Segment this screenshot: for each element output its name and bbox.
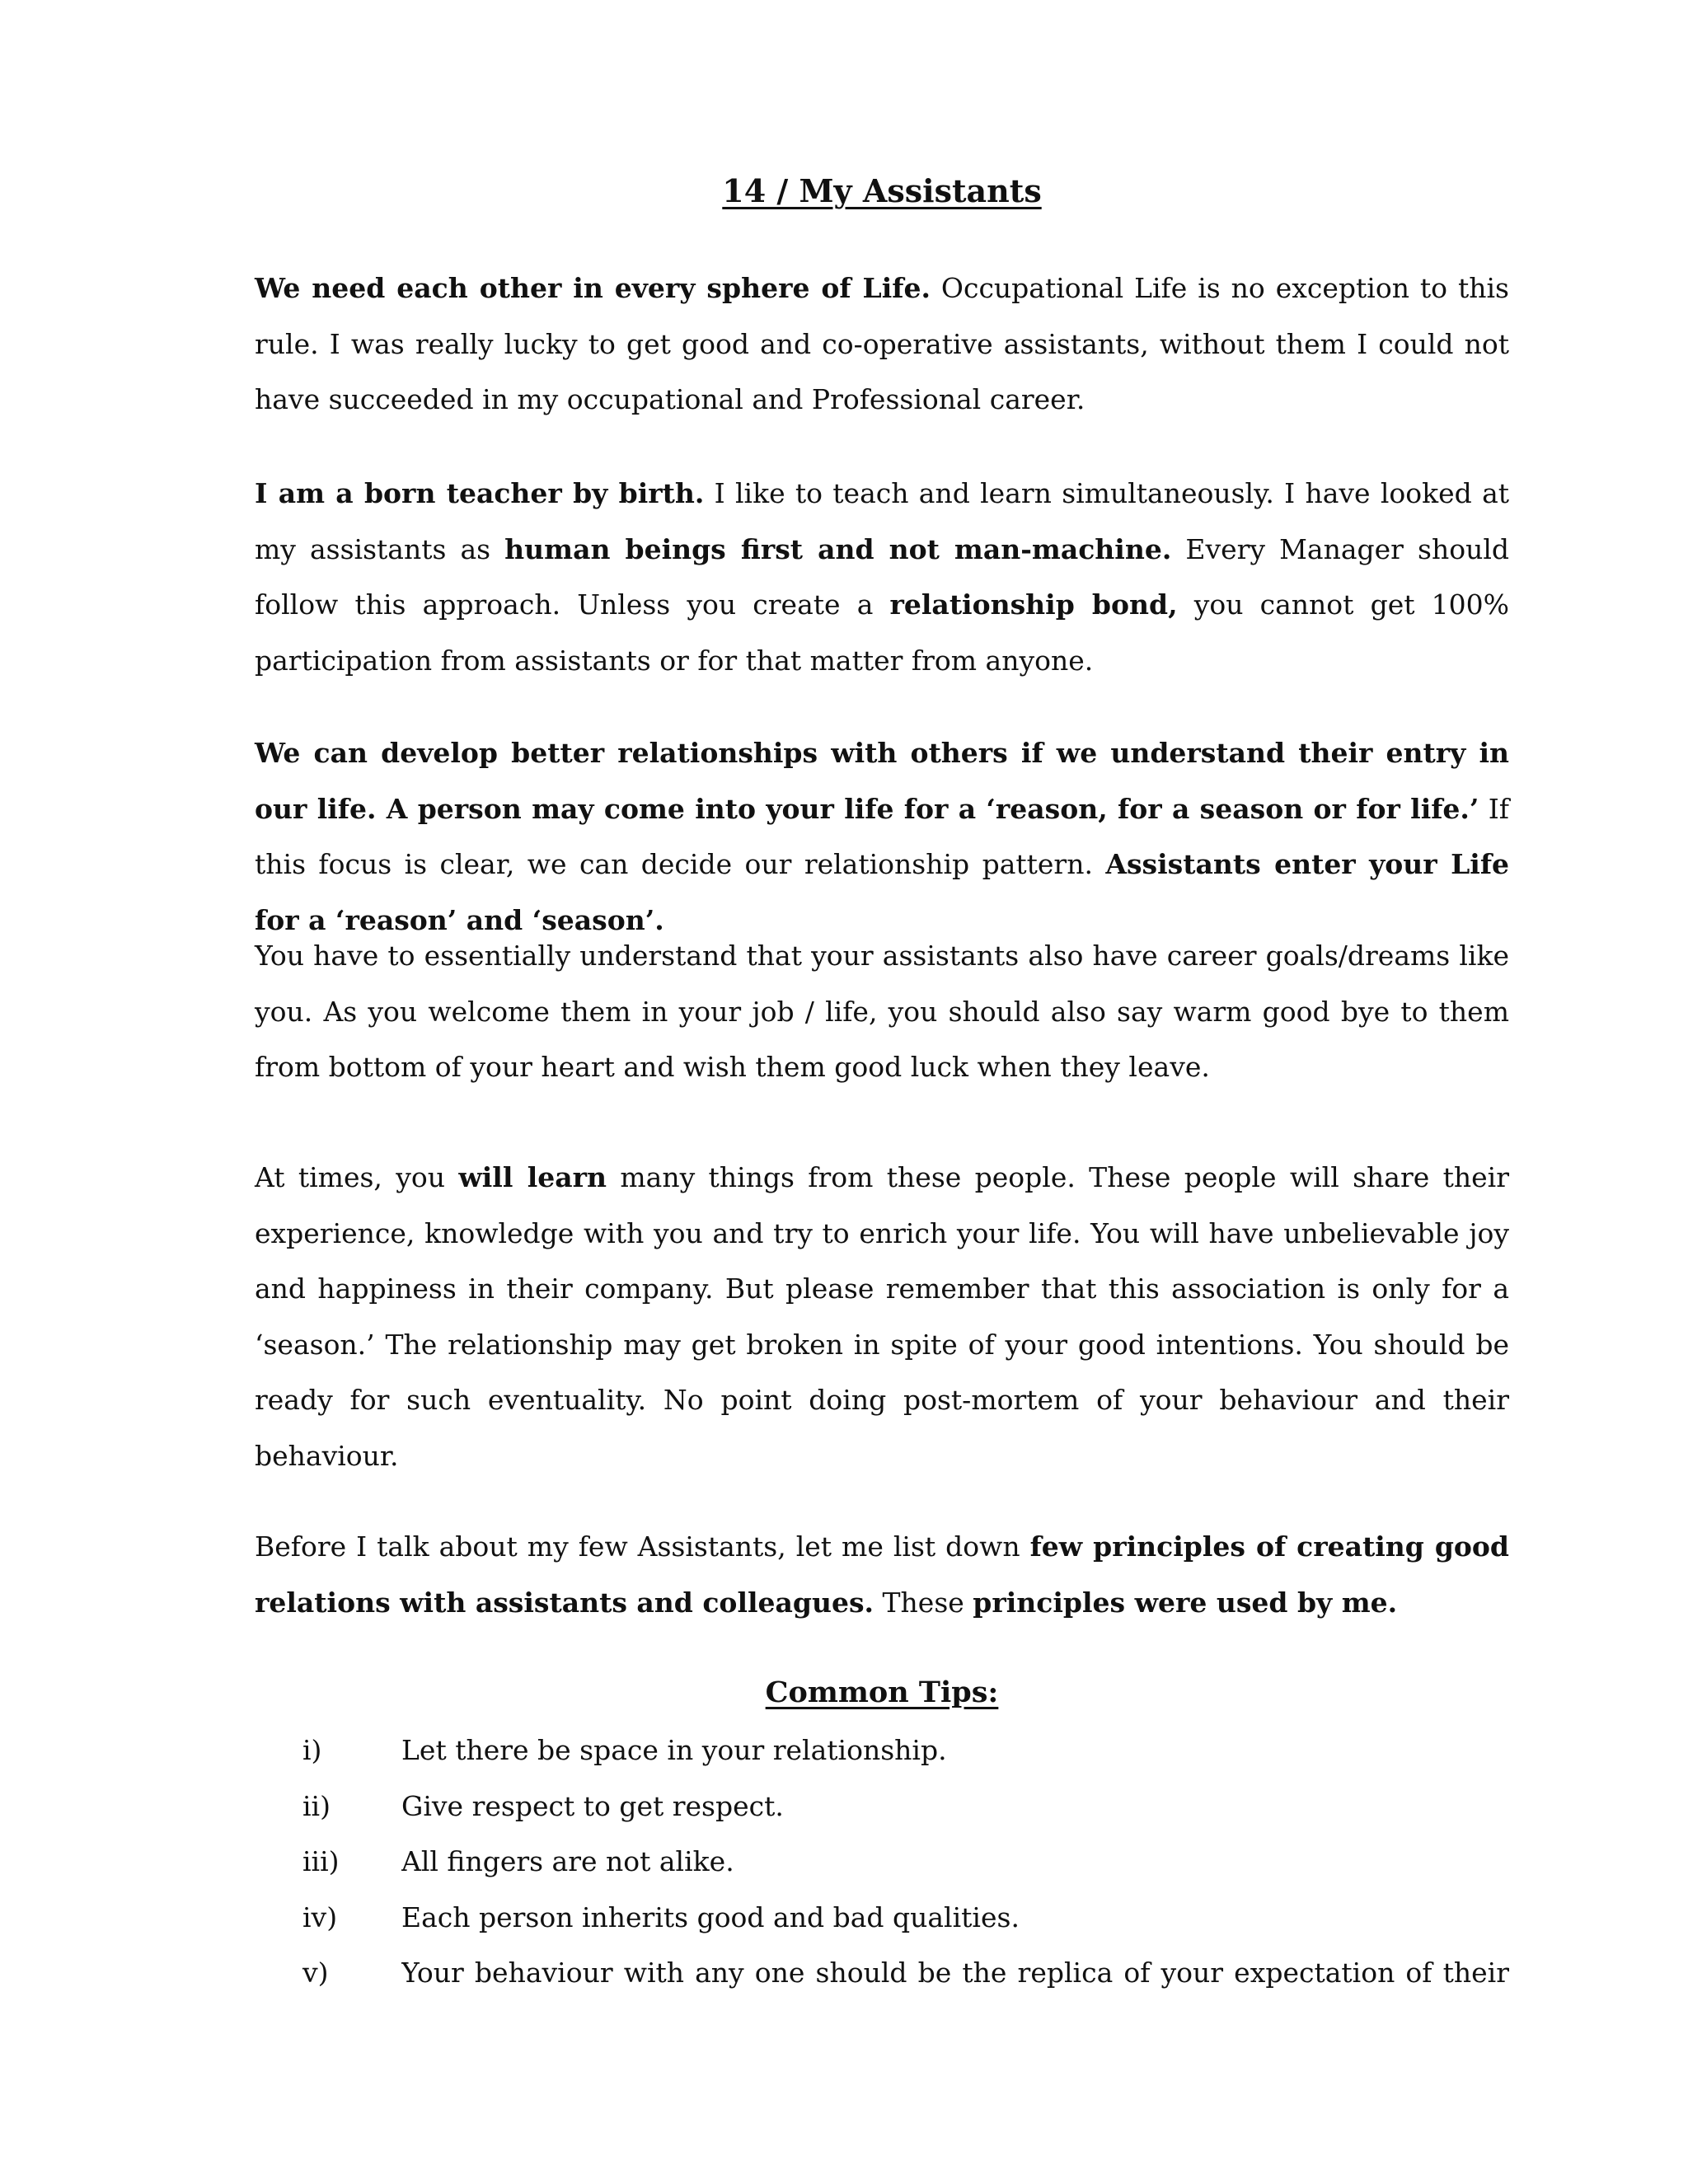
paragraph-text: I like to teach and learn simultaneously. I have looked at my assistants as (255, 477, 1510, 565)
paragraph-3 (255, 725, 1509, 948)
bold-phrase: few principles of creating good relations with assistants and colleagues. (255, 1530, 1510, 1619)
list-item-text: All fingers are not alike. (401, 1845, 734, 1877)
paragraph-text: At times, you (255, 1161, 459, 1193)
list-item-number: i) (302, 1734, 322, 1766)
paragraph-text: These (874, 1586, 973, 1619)
list-item-number: v) (302, 1957, 329, 1989)
list-item-number: ii) (302, 1789, 331, 1822)
list-item-text: Each person inherits good and bad qualities. (401, 1900, 1020, 1933)
bold-phrase: Assistants enter your Life for a ‘reason’ and ‘season’. (255, 848, 1510, 936)
list-item-text: Let there be space in your relationship. (401, 1734, 947, 1766)
bold-phrase: We need each other in every sphere of Life. (255, 272, 931, 304)
bold-phrase: We can develop better relationships with others if we understand their entry in our life. A person may come into your life for a ‘reason, for a season or for life.’ (255, 737, 1509, 825)
bold-phrase: will learn (458, 1161, 607, 1193)
list-item-number: iv) (302, 1900, 338, 1933)
bold-phrase: I am a born teacher by birth. (255, 477, 705, 509)
list-item-text: Your behaviour with any one should be the replica of your expectation of their (401, 1957, 1509, 1989)
paragraph-4 (255, 928, 1509, 1095)
list-item (302, 1834, 1509, 1890)
bold-phrase: human beings first and not man-machine. (504, 532, 1172, 565)
paragraph-1 (255, 260, 1509, 428)
list-item-number: iii) (302, 1845, 340, 1877)
paragraph-2 (255, 466, 1509, 688)
paragraph-text: Occupational Life is no exception to this rule. I was really lucky to get good and co-operative assistants, without them I could not have succeeded in my occupational and Professional career. (255, 272, 1509, 415)
paragraph-5 (255, 1150, 1509, 1483)
list-item (302, 1779, 1509, 1835)
paragraph-text: you cannot get 100% participation from assistants or for that matter from anyone. (255, 588, 1509, 677)
paragraph-text: Every Manager should follow this approach. Unless you create a (255, 532, 1509, 621)
paragraph-text: You have to essentially understand that your assistants also have career goals/dreams like you. As you welcome them in your job / life, you should also say warm good bye to them from bottom of your heart and wish them good luck when they leave. (255, 940, 1509, 1083)
list-item-text: Give respect to get respect. (401, 1789, 784, 1822)
tips-heading: Common Tips: (765, 1675, 999, 1709)
bold-phrase: principles were used by me. (973, 1586, 1398, 1619)
tips-list (302, 1722, 1509, 2001)
list-item (302, 1890, 1509, 1946)
paragraph-text: Before I talk about my few Assistants, let me list down (255, 1530, 1030, 1563)
paragraph-text: many things from these people. These people will share their experience, knowledge with you and try to enrich your life. You will have unbelievable joy and happiness in their company. But please remember that this association is only for a ‘season.’ The relationship may get broken in spite of your good intentions. You should be ready for such eventuality. No point doing post-mortem of your behaviour and their behaviour. (255, 1161, 1509, 1472)
paragraph-text: If this focus is clear, we can decide our relationship pattern. (255, 792, 1509, 880)
list-item (302, 1945, 1509, 2001)
page-title: 14 / My Assistants (722, 172, 1042, 209)
bold-phrase: relationship bond, (889, 588, 1178, 621)
paragraph-6 (255, 1519, 1509, 1630)
list-item (302, 1722, 1509, 1779)
